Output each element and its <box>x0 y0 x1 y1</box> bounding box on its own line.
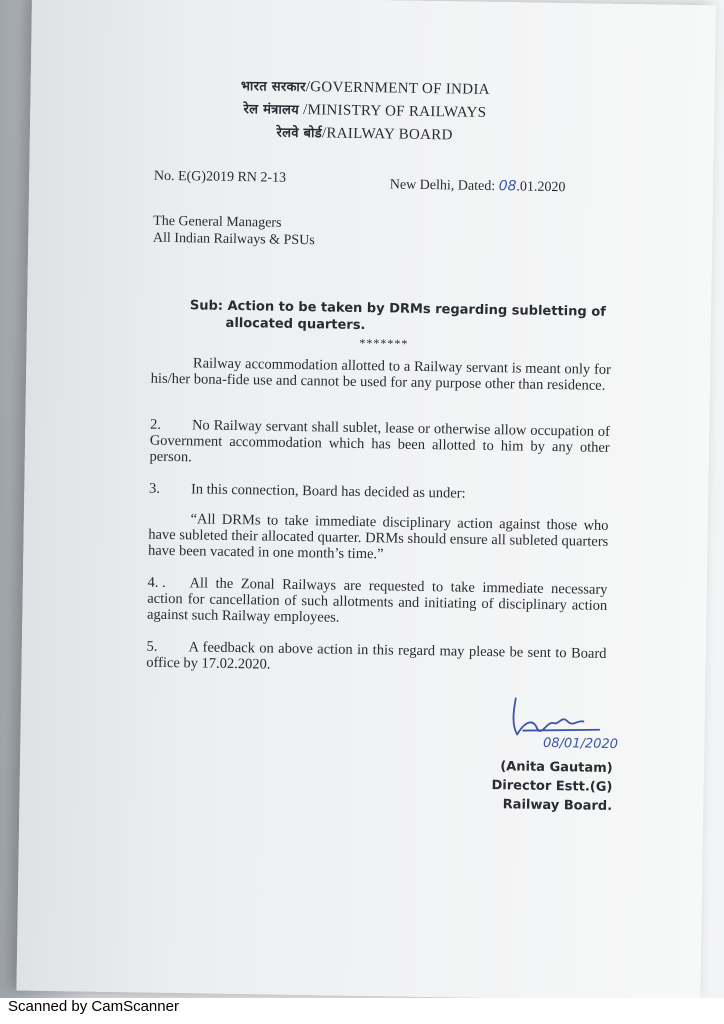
handwritten-signature <box>503 690 634 752</box>
reference-number: No. E(G)2019 RN 2-13 <box>153 168 287 186</box>
signatory-designation: Director Estt.(G) <box>491 778 613 795</box>
date-rest: .01.2020 <box>516 179 566 196</box>
addressee-block <box>153 213 315 250</box>
subject-block <box>189 297 609 338</box>
scanner-watermark: Scanned by CamScanner <box>8 998 179 1015</box>
scanner-footer <box>0 998 724 1024</box>
paragraph-5 <box>146 639 606 678</box>
paragraph-2-text: No Railway servant shall sublet, lease or otherwise allow occupation of Government accommodation which has been allotted to him by any other person. <box>149 417 611 466</box>
date-label: New Delhi, Dated: <box>389 177 496 195</box>
addressee-line-1: The General Managers <box>153 213 282 231</box>
signature-date: 08/01/2020 <box>542 735 619 753</box>
date-handwritten-day: 08 <box>498 178 517 195</box>
paragraph-5-text: A feedback on above action in this regard may please be sent to Board office by 17.02.2020. <box>146 639 607 673</box>
paragraph-1-text: Railway accommodation allotted to a Railway servant is meant only for his/her bona-fide use and cannot be used for any purpose other than residence. <box>150 355 612 394</box>
header-hindi-ministry: रेल मंत्रालय <box>243 102 300 118</box>
signatory-block <box>482 757 613 816</box>
header-english-government: /GOVERNMENT OF INDIA <box>305 79 490 98</box>
signatory-name: (Anita Gautam) <box>500 759 613 776</box>
signatory-office: Railway Board. <box>502 797 613 814</box>
paragraph-3 <box>149 481 609 504</box>
addressee-line-2: All Indian Railways & PSUs <box>152 230 315 249</box>
board-decision-quote-text: “All DRMs to take immediate disciplinary action against those who have subleted their allocated quarter. DRMs should ensure all subleted quarters have been vacated in one month’s time.” <box>147 511 609 563</box>
subject-separator: ******* <box>359 335 409 351</box>
paragraph-1 <box>151 355 611 394</box>
header-english-ministry: /MINISTRY OF RAILWAYS <box>298 101 487 121</box>
paragraph-3-number: 3. <box>148 480 161 497</box>
reference-date <box>390 176 566 196</box>
paragraph-2-number: 2. <box>149 416 162 433</box>
paragraph-2 <box>149 417 610 472</box>
paragraph-4-number: 4. . <box>147 574 166 591</box>
paragraph-5-number: 5. <box>146 638 158 655</box>
paragraph-3-text: In this connection, Board has decided as under: <box>190 481 466 502</box>
header-hindi-government: भारत सरकार <box>240 79 306 96</box>
paragraph-4-text: All the Zonal Railways are requested to take immediate necessary action for cancellation of such allotments and initiating of disciplinary action against such Railway employees. <box>146 575 608 626</box>
header-hindi-board: रेलवे बोर्ड <box>276 125 323 142</box>
paragraph-4 <box>147 575 608 630</box>
subject-line-2: allocated quarters. <box>225 315 366 334</box>
board-decision-quote <box>148 511 609 566</box>
header-english-board: /RAILWAY BOARD <box>321 125 453 144</box>
subject-line-1: Sub: Action to be taken by DRMs regarding subletting of <box>189 298 606 320</box>
